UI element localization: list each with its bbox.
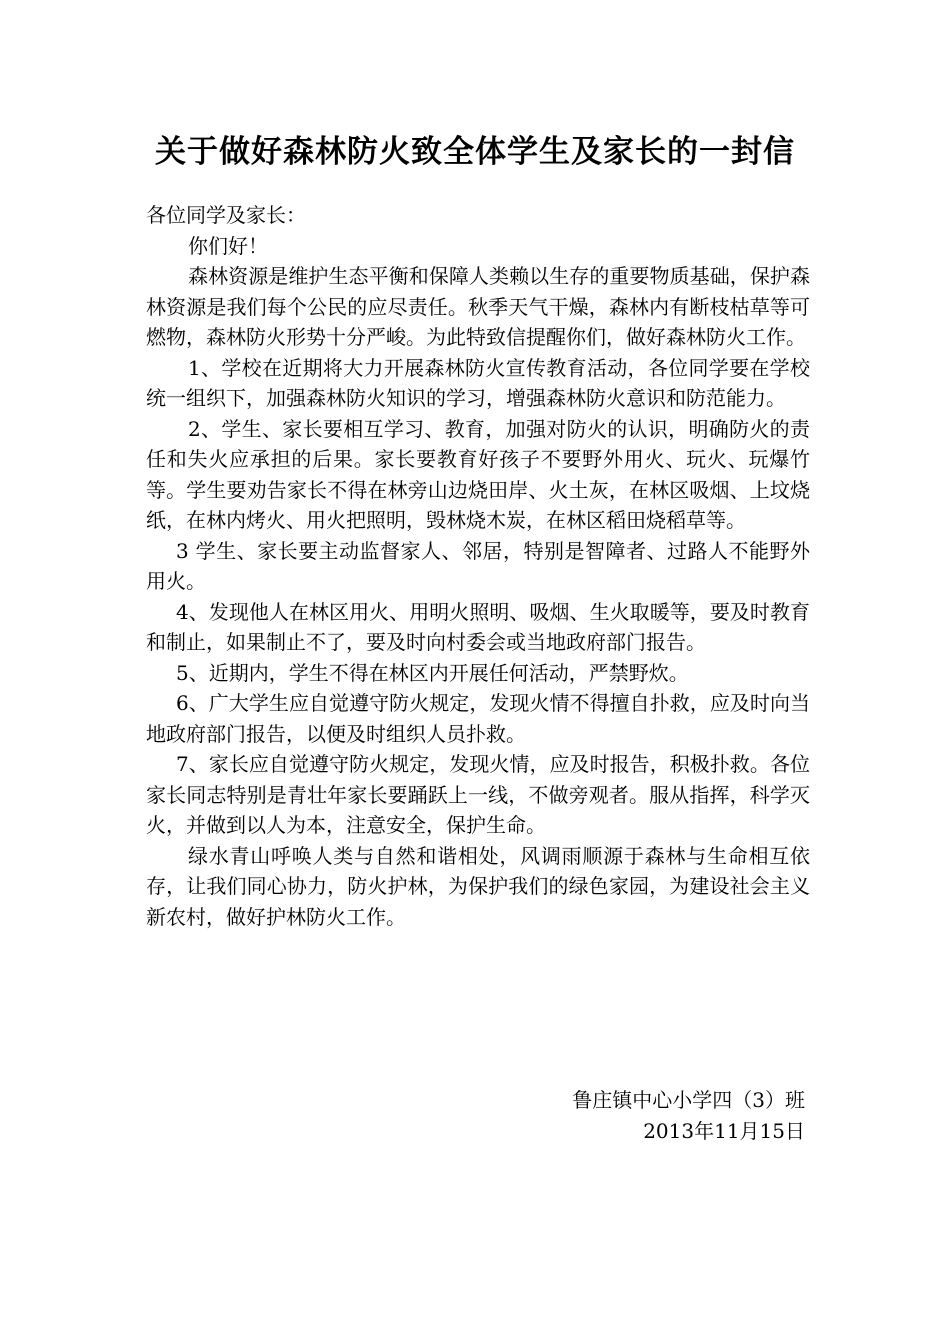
intro-paragraph: 森林资源是维护生态平衡和保障人类赖以生存的重要物质基础，保护森林资源是我们每个公民的应尽责任。秋季天气干燥，森林内有断枝枯草等可燃物，森林防火形势十分严峻。为此特致信提醒你们，做好森林防火工作。 [146, 264, 810, 349]
item-paragraph-4: 4、发现他人在林区用火、用明火照明、吸烟、生火取暖等，要及时教育和制止，如果制止不了，要及时向村委会或当地政府部门报告。 [146, 599, 810, 654]
signature-name: 鲁庄镇中心小学四（3）班 [572, 1088, 805, 1112]
salutation: 各位同学及家长： [146, 203, 306, 227]
greeting: 你们好！ [188, 233, 268, 258]
letter-body [146, 200, 810, 932]
item-paragraph-2: 2、学生、家长要相互学习、教育，加强对防火的认识，明确防火的责任和失火应承担的后果。家长要教育好孩子不要野外用火、玩火、玩爆竹等。学生要劝告家长不得在林旁山边烧田岸、火土灰，在林区吸烟、上坟烧纸，在林内烤火、用火把照明，毁林烧木炭，在林区稻田烧稻草等。 [146, 416, 810, 532]
item-paragraph-3: 3 学生、家长要主动监督家人、邻居，特别是智障者、过路人不能野外用火。 [146, 538, 810, 593]
item-paragraph-1: 1、学校在近期将大力开展森林防火宣传教育活动，各位同学要在学校统一组织下，加强森林防火知识的学习，增强森林防火意识和防范能力。 [146, 355, 810, 410]
item-paragraph-6: 6、广大学生应自觉遵守防火规定，发现火情不得擅自扑救，应及时向当地政府部门报告，以便及时组织人员扑救。 [146, 691, 810, 746]
item-paragraph-5: 5、近期内，学生不得在林区内开展任何活动，严禁野炊。 [176, 660, 689, 685]
signature-block [572, 1085, 805, 1147]
letter-title: 关于做好森林防火致全体学生及家长的一封信 [155, 134, 795, 170]
item-paragraph-7: 7、家长应自觉遵守防火规定，发现火情，应及时报告，积极扑救。各位家长同志特别是青壮年家长要踊跃上一线，不做旁观者。服从指挥，科学灭火，并做到以人为本，注意安全，保护生命。 [146, 752, 810, 837]
closing-paragraph: 绿水青山呼唤人类与自然和谐相处，风调雨顺源于森林与生命相互依存，让我们同心协力，防火护林，为保护我们的绿色家园，为建设社会主义新农村，做好护林防火工作。 [146, 843, 810, 929]
signature-date: 2013年11月15日 [643, 1119, 805, 1143]
